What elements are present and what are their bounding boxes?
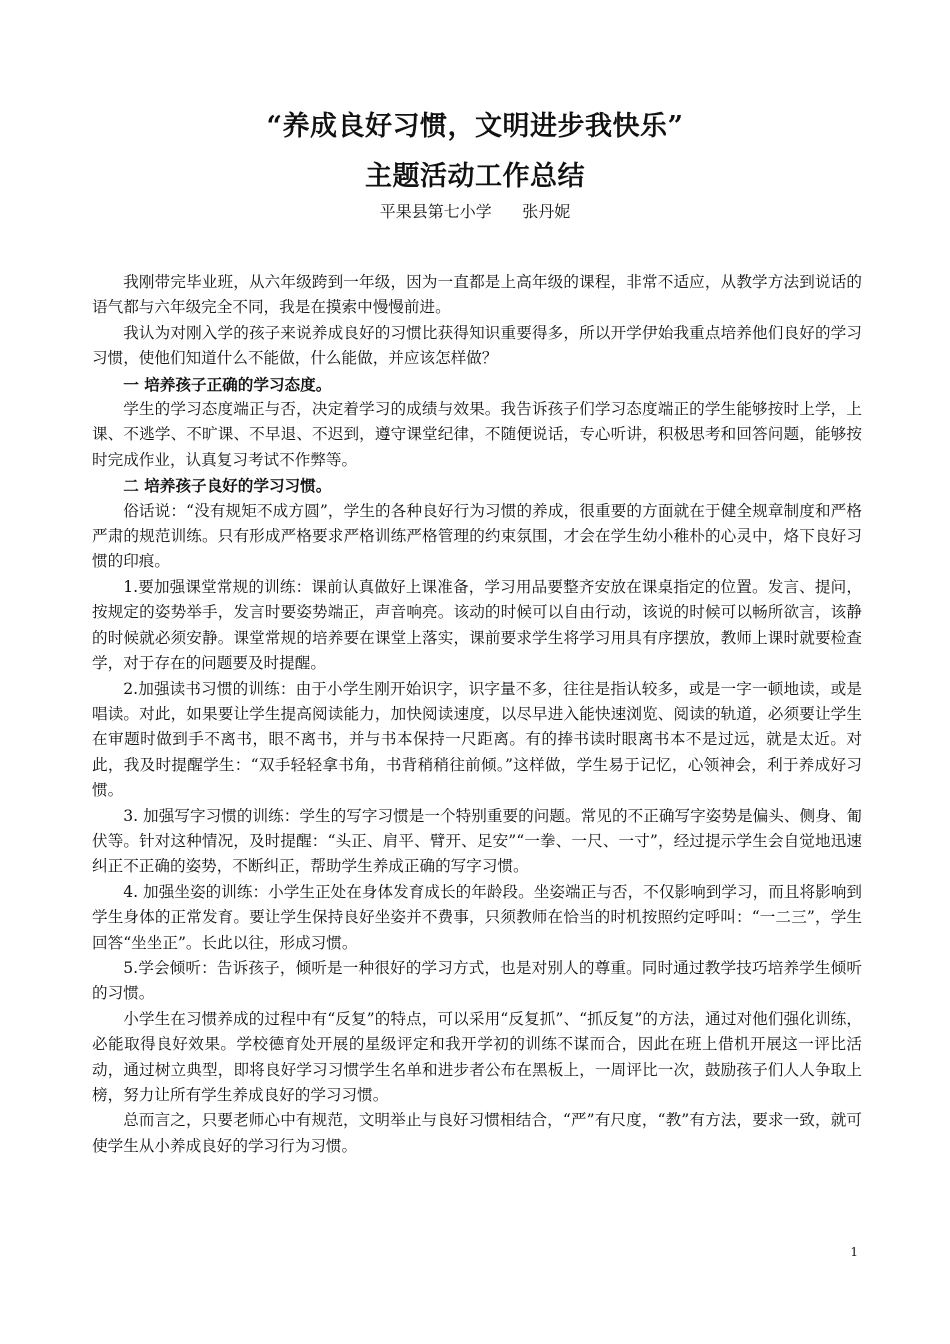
section-heading-2: 二 培养孩子良好的学习习惯。 <box>123 476 332 496</box>
paragraph-rules: 俗话说：“没有规矩不成方圆”，学生的各种良好行为习惯的养成，很重要的方面就在于健全规章制度和严格严肃的规范训练。只有形成严格要求严格训练严格管理的约束氛围，才会在学生幼小稚朴的心灵中，烙下良好习惯的印痕。 <box>92 501 862 571</box>
author-byline: 平果县第七小学 张丹妮 <box>379 202 571 221</box>
list-item-listening: 5.学会倾听：告诉孩子，倾听是一种很好的学习方式，也是对别人的尊重。同时通过教学技巧培养学生倾听的习惯。 <box>92 958 862 1003</box>
paragraph-intro: 我刚带完毕业班，从六年级跨到一年级，因为一直都是上高年级的课程，非常不适应，从教学方法到说话的语气都与六年级完全不同，我是在摸索中慢慢前进。 <box>92 273 862 317</box>
document-body <box>92 270 862 1159</box>
document-title-line-1: “养成良好习惯，文明进步我快乐” <box>266 111 684 142</box>
paragraph-purpose: 我认为对刚入学的孩子来说养成良好的习惯比获得知识重要得多，所以开学伊始我重点培养他们良好的学习习惯，使他们知道什么不能做，什么能做，并应该怎样做？ <box>92 323 862 368</box>
paragraph-learning-attitude: 学生的学习态度端正与否，决定着学习的成绩与效果。我告诉孩子们学习态度端正的学生能够按时上学，上课、不逃学、不旷课、不早退、不迟到，遵守课堂纪律，不随便说话，专心听讲，积极思考和回答问题，能够按时完成作业，认真复习考试不作弊等。 <box>92 400 862 469</box>
list-item-sitting-posture: 4. 加强坐姿的训练：小学生正处在身体发育成长的年龄段。坐姿端正与否，不仅影响到学习，而且将影响到学生身体的正常发育。要让学生保持良好坐姿并不费事，只须教师在恰当的时机按照约定呼叫：“一二三”，学生回答“坐坐正”。长此以往，形成习惯。 <box>92 882 862 952</box>
paragraph-conclusion: 总而言之，只要老师心中有规范，文明举止与良好习惯相结合，“严”有尺度，“教”有方法，要求一致，就可使学生从小养成良好的学习行为习惯。 <box>92 1111 862 1155</box>
document-title-line-2: 主题活动工作总结 <box>365 161 585 192</box>
page-number: 1 <box>850 1245 858 1259</box>
list-item-writing-habit: 3. 加强写字习惯的训练：学生的写字习惯是一个特别重要的问题。常见的不正确写字姿势是偏头、侧身、匍伏等。针对这种情况，及时提醒：“头正、肩平、臂开、足安”“一拳、一尺、一寸”，经过提示学生会自觉地迅速纠正不正确的姿势，不断纠正，帮助学生养成正确的写字习惯。 <box>92 806 862 876</box>
paragraph-repetition: 小学生在习惯养成的过程中有“反复”的特点，可以采用“反复抓”、“抓反复”的方法，通过对他们强化训练，必能取得良好效果。学校德育处开展的星级评定和我开学初的训练不谋而合，因此在班上借机开展这一评比活动，通过树立典型，即将良好学习习惯学生名单和进步者公布在黑板上，一周评比一次，鼓励孩子们人人争取上榜，努力让所有学生养成良好的学习习惯。 <box>92 1009 862 1104</box>
list-item-reading-habit: 2.加强读书习惯的训练：由于小学生刚开始识字，识字量不多，往往是指认较多，或是一字一顿地读，或是唱读。对此，如果要让学生提高阅读能力，加快阅读速度，以尽早进入能快速浏览、阅读的轨道，必须要让学生在审题时做到手不离书，眼不离书，并与书本保持一尺距离。有的捧书读时眼离书本不是过远，就是太近。对此，我及时提醒学生：“双手轻轻拿书角，书背稍稍往前倾。”这样做，学生易于记忆，心领神会，利于养成好习惯。 <box>92 679 862 800</box>
list-item-classroom-routine: 1.要加强课堂常规的训练：课前认真做好上课准备，学习用品要整齐安放在课桌指定的位置。发言、提问，按规定的姿势举手，发言时要姿势端正，声音响亮。该动的时候可以自由行动，该说的时候可以畅所欲言，该静的时候就必须安静。课堂常规的培养要在课堂上落实，课前要求学生将学习用具有序摆放，教师上课时就要检查学，对于存在的问题要及时提醒。 <box>92 577 862 673</box>
section-heading-1: 一 培养孩子正确的学习态度。 <box>123 374 332 394</box>
